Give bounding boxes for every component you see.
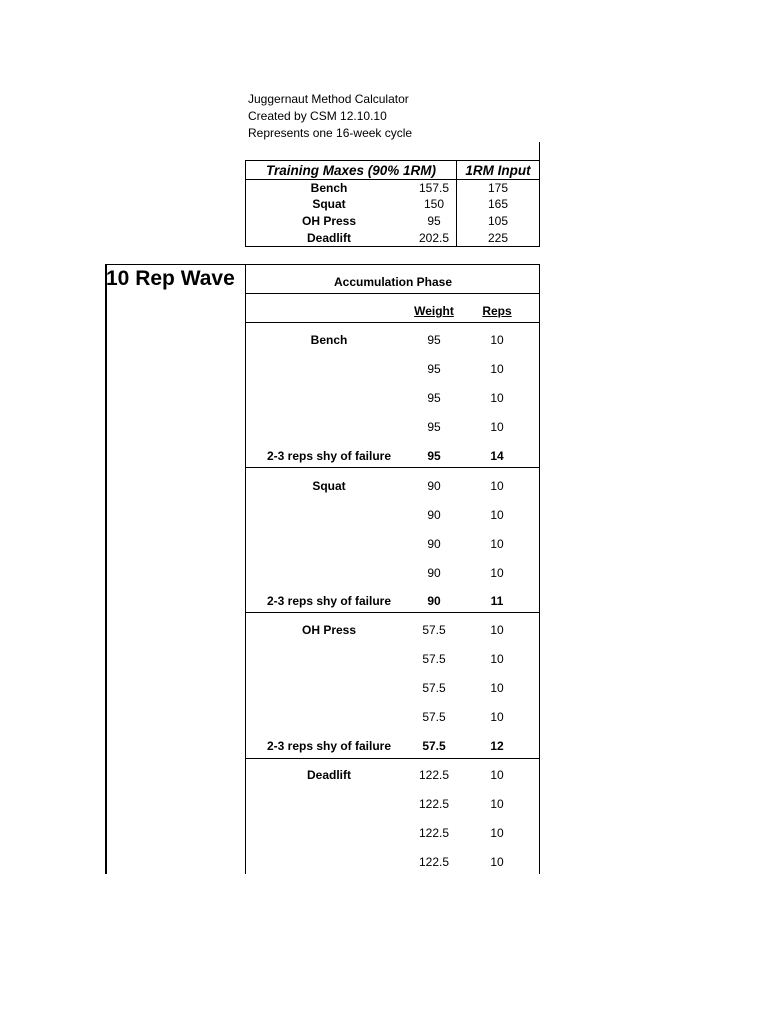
table-row	[246, 419, 540, 435]
table-row	[246, 680, 540, 696]
one-rm-input-header: 1RM Input	[465, 163, 531, 178]
set-weight: 90	[427, 566, 441, 580]
final-set-weight: 95	[427, 449, 441, 463]
set-reps: 10	[490, 826, 504, 840]
lift-separator	[245, 612, 540, 613]
training-max-value: 150	[423, 197, 445, 211]
wave-border	[105, 264, 107, 874]
table-row	[246, 536, 540, 552]
table-border	[245, 246, 540, 247]
table-row	[246, 361, 540, 377]
table-row	[246, 738, 540, 754]
set-weight: 90	[427, 508, 441, 522]
set-reps: 10	[490, 420, 504, 434]
set-weight: 57.5	[422, 623, 446, 637]
final-set-weight: 57.5	[422, 739, 446, 753]
set-reps: 10	[490, 797, 504, 811]
calculator-title: Juggernaut Method Calculator	[248, 92, 409, 106]
lift-name: Deadlift	[306, 768, 351, 782]
set-weight: 95	[427, 391, 441, 405]
wave-title: 10 Rep Wave	[106, 267, 235, 290]
lift-name: Bench	[310, 333, 348, 347]
set-reps: 10	[490, 681, 504, 695]
one-rm-value: 105	[487, 214, 509, 228]
set-weight: 95	[427, 362, 441, 376]
table-row	[246, 448, 540, 464]
lift-name: Squat	[312, 197, 346, 211]
set-reps: 10	[490, 508, 504, 522]
set-weight: 57.5	[422, 681, 446, 695]
wave-border	[105, 264, 540, 265]
table-row	[246, 796, 540, 812]
one-rm-value: 225	[487, 231, 509, 245]
training-max-value: 95	[427, 214, 441, 228]
set-weight: 90	[427, 537, 441, 551]
one-rm-value: 175	[487, 181, 509, 195]
lift-name: OH Press	[301, 623, 357, 637]
set-reps: 10	[490, 479, 504, 493]
one-rm-value: 165	[487, 197, 509, 211]
set-reps: 10	[490, 652, 504, 666]
table-row	[246, 767, 540, 783]
set-weight: 90	[427, 479, 441, 493]
set-reps: 10	[490, 391, 504, 405]
set-weight: 95	[427, 333, 441, 347]
created-by: Created by CSM 12.10.10	[248, 109, 387, 123]
table-row	[246, 390, 540, 406]
lift-name: Deadlift	[306, 231, 351, 245]
wave-border	[245, 322, 540, 323]
final-set-label: 2-3 reps shy of failure	[266, 449, 392, 463]
table-row	[246, 854, 540, 870]
final-set-label: 2-3 reps shy of failure	[266, 739, 392, 753]
lift-name: Squat	[312, 479, 346, 493]
training-maxes-header: Training Maxes (90% 1RM)	[265, 163, 437, 178]
final-set-reps: 12	[490, 739, 504, 753]
phase-title: Accumulation Phase	[333, 275, 453, 289]
set-reps: 10	[490, 333, 504, 347]
cycle-description: Represents one 16-week cycle	[248, 126, 413, 140]
set-reps: 10	[490, 855, 504, 869]
lift-name: OH Press	[301, 214, 357, 228]
lift-name: Bench	[310, 181, 348, 195]
lift-separator	[245, 758, 540, 759]
table-row	[246, 478, 540, 494]
table-row	[246, 507, 540, 523]
set-reps: 10	[490, 362, 504, 376]
table-row	[246, 593, 540, 609]
set-weight: 122.5	[418, 768, 450, 782]
table-border	[539, 142, 540, 246]
training-max-value: 202.5	[418, 231, 450, 245]
reps-column-header: Reps	[482, 304, 512, 318]
final-set-label: 2-3 reps shy of failure	[266, 594, 392, 608]
set-reps: 10	[490, 537, 504, 551]
table-row	[246, 709, 540, 725]
wave-border	[245, 293, 540, 294]
table-row	[246, 332, 540, 348]
table-border	[245, 160, 540, 161]
set-weight: 122.5	[418, 826, 450, 840]
set-weight: 122.5	[418, 855, 450, 869]
final-set-weight: 90	[427, 594, 441, 608]
training-max-value: 157.5	[418, 181, 450, 195]
set-reps: 10	[490, 566, 504, 580]
table-row	[246, 651, 540, 667]
set-weight: 57.5	[422, 710, 446, 724]
set-weight: 57.5	[422, 652, 446, 666]
set-reps: 10	[490, 623, 504, 637]
set-reps: 10	[490, 768, 504, 782]
lift-separator	[245, 467, 540, 468]
set-weight: 122.5	[418, 797, 450, 811]
table-row	[246, 622, 540, 638]
weight-column-header: Weight	[414, 304, 454, 318]
table-row	[246, 825, 540, 841]
table-row	[246, 565, 540, 581]
set-weight: 95	[427, 420, 441, 434]
final-set-reps: 14	[490, 449, 504, 463]
final-set-reps: 11	[490, 594, 504, 608]
set-reps: 10	[490, 710, 504, 724]
